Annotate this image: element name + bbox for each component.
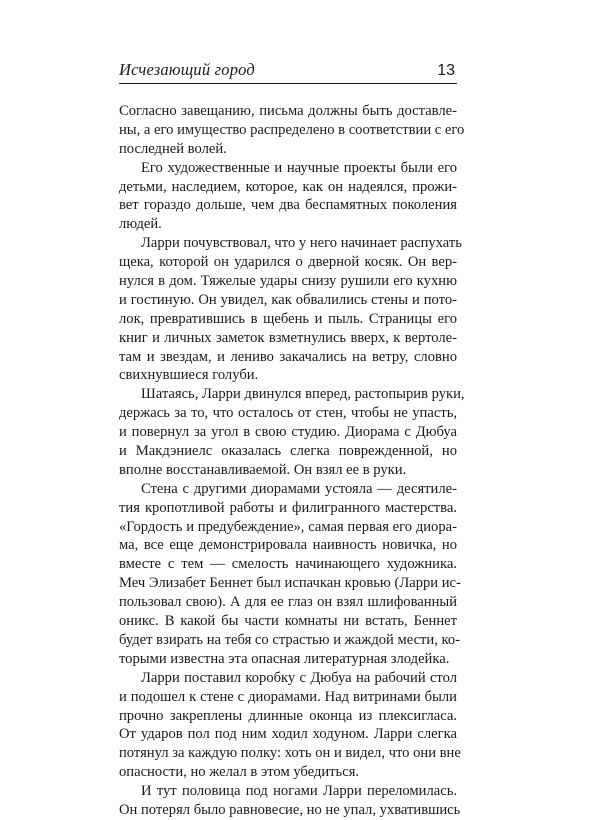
text-line: людей.	[119, 216, 162, 233]
text-line: держась за то, что осталось от стен, чтобы не упасть,	[119, 405, 457, 422]
text-line: Его художественные и научные проекты были его	[141, 159, 457, 176]
text-line: там и звездам, и лениво закачались на ветру, словно	[119, 348, 457, 365]
text-line: последней волей.	[119, 140, 227, 157]
body-text	[119, 102, 465, 820]
text-line: «Гордость и предубеждение», самая первая его диора-	[119, 518, 457, 535]
text-line: лок, превратившись в щебень и пыль. Страницы его	[119, 310, 457, 327]
text-line: Согласно завещанию, письма должны быть доставле-	[119, 103, 457, 119]
text-line: Шатаясь, Ларри двинулся вперед, растопырив руки,	[141, 386, 465, 403]
text-line: и подошел к стене с диорамами. Над витринами были	[119, 688, 457, 705]
text-line: ма, все еще демонстрировала наивность новичка, но	[119, 537, 457, 554]
text-line: прочно закреплены длинные оконца из плексигласа.	[119, 707, 457, 724]
text-line: и повернул за угол в свою студию. Диорама с Дюбуа	[119, 424, 457, 441]
text-line: опасности, но желал в этом убедиться.	[119, 764, 360, 781]
text-line: оникс. В какой бы части комнаты ни встать, Беннет	[119, 613, 457, 630]
text-line: и Макдэниелс оказалась слегка поврежденной, но	[119, 443, 457, 460]
text-line: ны, а его имущество распределено в соответствии с его	[119, 121, 465, 138]
text-line: И тут половица под ногами Ларри переломилась.	[141, 783, 457, 800]
text-line: Меч Элизабет Беннет был испачкан кровью (Ларри ис-	[119, 575, 461, 592]
text-line: вместе с тем — смелость начинающего художника.	[119, 556, 457, 573]
text-line: будет взирать на тебя со страстью и жаждой мести, ко-	[119, 631, 461, 648]
text-line: щека, которой он ударился о дверной косяк. Он вер-	[119, 254, 457, 271]
text-line: книг и личных заметок взметнулись вверх, к вертоле-	[119, 329, 457, 346]
text-line: и гостиную. Он увидел, как обвалились стены и пото-	[119, 291, 457, 308]
text-line: Стена с другими диорамами устояла — десятиле-	[141, 480, 457, 497]
text-line: вполне восстанавливаемой. Он взял ее в руки.	[119, 461, 407, 478]
text-line: Он потерял было равновесие, но не упал, ухватившись	[119, 801, 461, 818]
book-page	[119, 56, 465, 820]
text-line: торыми известна эта опасная литературная злодейка.	[119, 650, 450, 667]
text-line: нулся в дом. Тяжелые удары снизу рушили его кухню	[119, 273, 457, 290]
text-line: пользовал свою). А для ее глаз он взял шлифованный	[119, 594, 457, 611]
text-line: потянул за каждую полку: хоть он и видел, что они вне	[119, 745, 461, 762]
text-line: детьми, наследием, которое, как он надеялся, прожи-	[119, 178, 457, 195]
running-header	[119, 56, 457, 84]
text-line: свихнувшиеся голуби.	[119, 367, 259, 384]
page-number: 13	[437, 62, 455, 79]
running-title: Исчезающий город	[119, 60, 255, 79]
text-line: Ларри почувствовал, что у него начинает распухать	[141, 235, 462, 252]
text-line: От ударов пол под ним ходил ходуном. Ларри слегка	[119, 726, 457, 743]
text-line: Ларри поставил коробку с Дюбуа на рабочий стол	[141, 669, 457, 686]
text-line: тия кропотливой работы и филигранного мастерства.	[119, 499, 457, 516]
text-line: вет гораздо дольше, чем два беспамятных поколения	[119, 197, 457, 214]
